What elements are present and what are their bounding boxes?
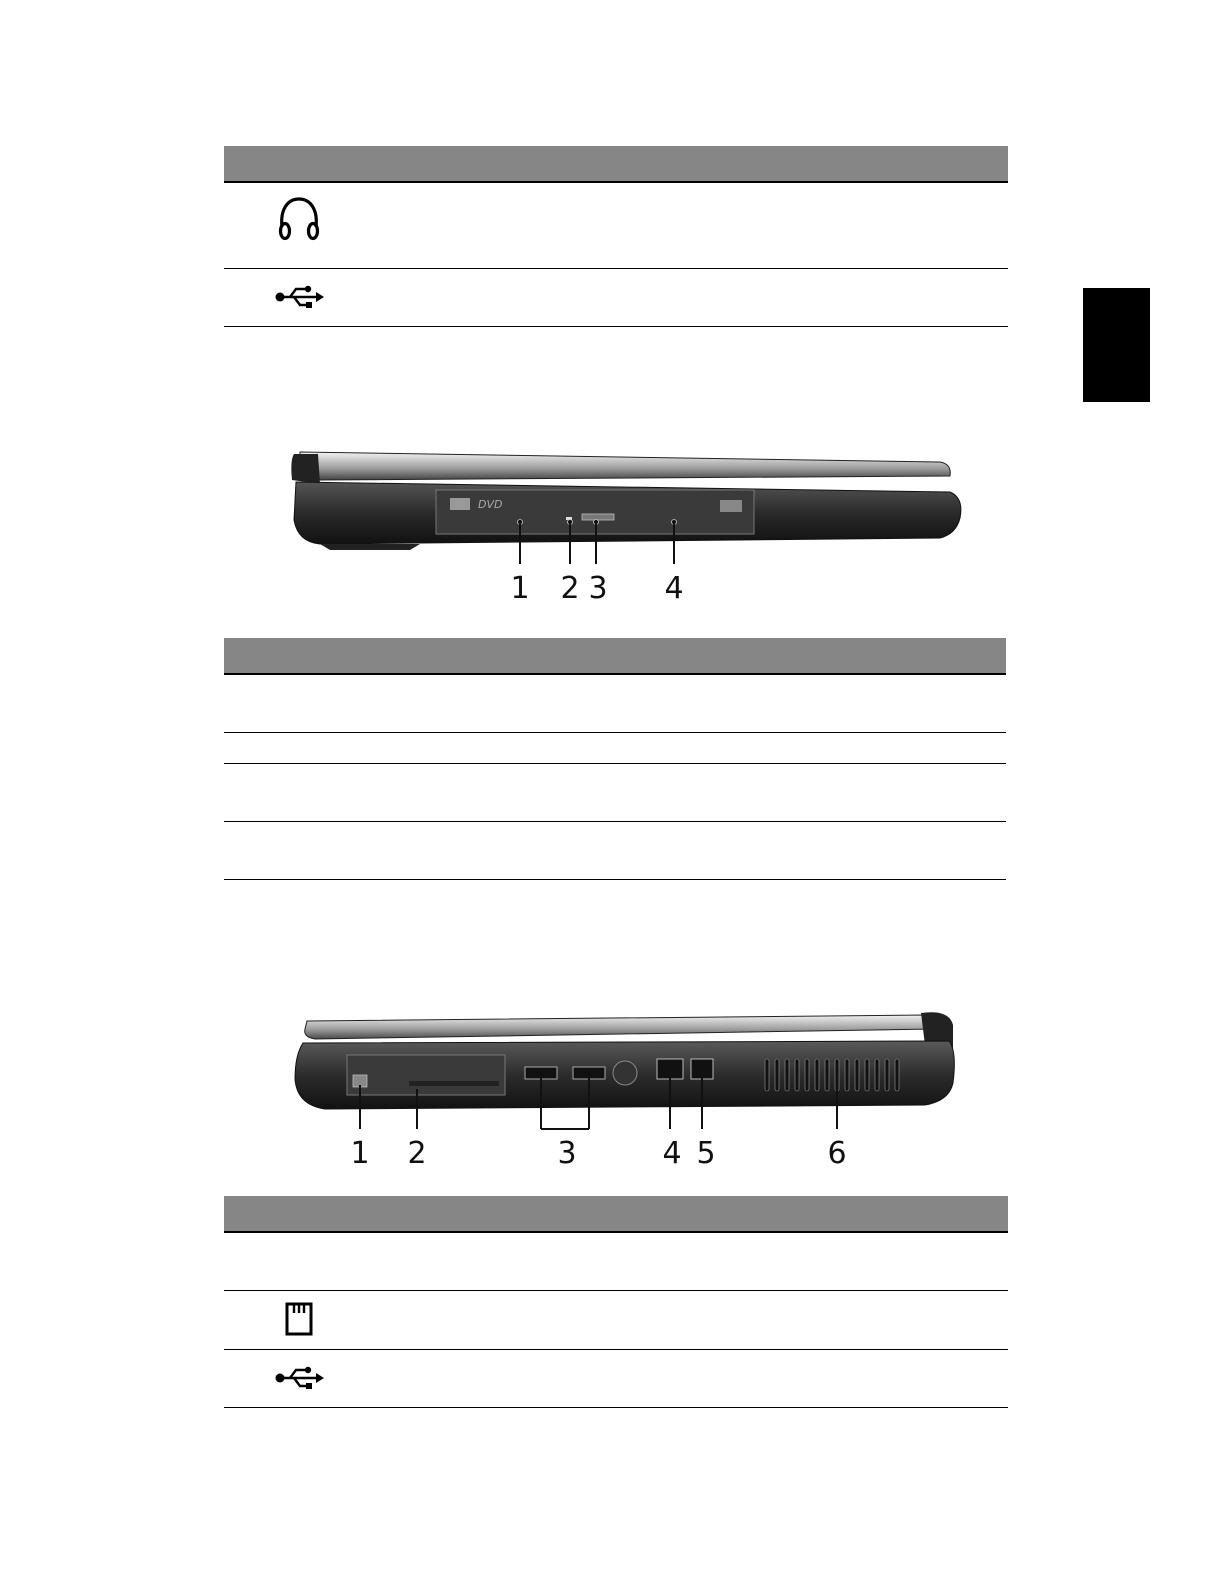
laptop-side-view-figure bbox=[285, 1005, 975, 1179]
table-header bbox=[224, 638, 1006, 675]
usb-icon bbox=[274, 283, 328, 315]
callout-number: 2 bbox=[407, 1136, 427, 1171]
chapter-tab-marker bbox=[1083, 288, 1150, 402]
callout-number: 3 bbox=[557, 1136, 577, 1171]
laptop-front-view-figure bbox=[260, 440, 980, 614]
table-row bbox=[224, 1350, 1008, 1408]
callout-number: 1 bbox=[510, 571, 530, 606]
svg-text:DVD: DVD bbox=[478, 498, 503, 511]
callout-number: 1 bbox=[350, 1136, 370, 1171]
table-header bbox=[224, 1196, 1008, 1233]
table-header bbox=[224, 146, 1008, 183]
table-row bbox=[224, 764, 1006, 822]
callout-number: 3 bbox=[588, 571, 608, 606]
table-row bbox=[224, 733, 1006, 764]
headphones-icon bbox=[274, 193, 324, 247]
table-row bbox=[224, 183, 1008, 269]
callout-number: 4 bbox=[664, 571, 684, 606]
callout-number: 4 bbox=[662, 1136, 682, 1171]
table-row bbox=[224, 822, 1006, 880]
table-row bbox=[224, 269, 1008, 327]
callout-number: 2 bbox=[560, 571, 580, 606]
table-row bbox=[224, 1291, 1008, 1350]
usb-icon bbox=[274, 1364, 328, 1396]
ports-table-3 bbox=[224, 1196, 1008, 1408]
ports-table-1 bbox=[224, 146, 1008, 327]
callout-number: 6 bbox=[827, 1136, 847, 1171]
table-row bbox=[224, 1233, 1008, 1291]
ports-table-2 bbox=[224, 638, 1006, 880]
table-row bbox=[224, 675, 1006, 733]
callout-number: 5 bbox=[696, 1136, 716, 1171]
memory-card-icon bbox=[284, 1301, 314, 1341]
